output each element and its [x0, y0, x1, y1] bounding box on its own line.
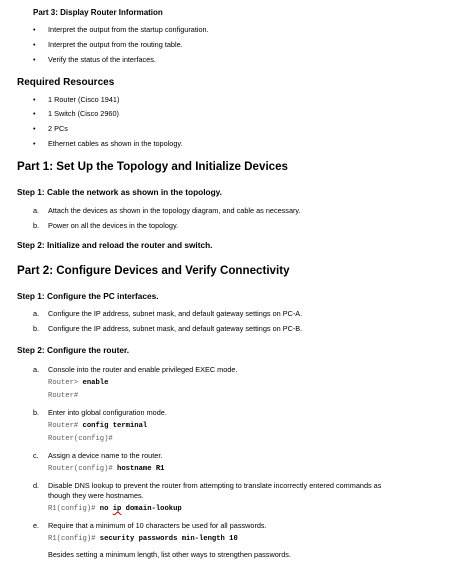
- required-resources-heading: Required Resources: [17, 77, 115, 88]
- code-line: [48, 535, 238, 543]
- item-label: c.: [33, 451, 39, 460]
- code-command: config terminal: [82, 422, 148, 430]
- part2-step2-e: Require that a minimum of 10 characters be used for all passwords.: [48, 521, 267, 530]
- item-label: b.: [33, 324, 40, 333]
- part2-step2-d-line1: Disable DNS lookup to prevent the router from attempting to translate incorrectly entered commands as: [48, 481, 382, 490]
- item-label: a.: [33, 309, 40, 318]
- resource-item: Ethernet cables as shown in the topology.: [48, 139, 183, 148]
- code-line: [48, 422, 147, 430]
- bullet-icon: •: [33, 25, 36, 34]
- item-label: d.: [33, 481, 40, 490]
- code-line: [48, 379, 108, 387]
- code-prompt: R1(config)#: [48, 535, 100, 543]
- part3-bullet: Verify the status of the interfaces.: [48, 55, 156, 64]
- bullet-icon: •: [33, 40, 36, 49]
- part1-step1-a: Attach the devices as shown in the topology diagram, and cable as necessary.: [48, 206, 301, 215]
- part2-step2-e-followup: Besides setting a minimum length, list other ways to strengthen passwords.: [48, 550, 291, 559]
- resource-item: 1 Router (Cisco 1941): [48, 95, 120, 104]
- part3-bullet: Interpret the output from the startup configuration.: [48, 25, 209, 34]
- resource-item: 2 PCs: [48, 124, 68, 133]
- bullet-icon: •: [33, 95, 36, 104]
- part1-step1-b: Power on all the devices in the topology.: [48, 221, 179, 230]
- part2-heading: Part 2: Configure Devices and Verify Connectivity: [17, 264, 290, 277]
- part2-step2-b: Enter into global configuration mode.: [48, 408, 167, 417]
- resource-item: 1 Switch (Cisco 2960): [48, 109, 119, 118]
- code-prompt: Router>: [48, 379, 83, 387]
- part2-step2-d-line2: though they were hostnames.: [48, 491, 144, 500]
- item-label: a.: [33, 206, 40, 215]
- bullet-icon: •: [33, 124, 36, 133]
- code-line: [48, 505, 182, 513]
- part3-bullet: Interpret the output from the routing table.: [48, 40, 183, 49]
- part2-step2-heading: Step 2: Configure the router.: [17, 345, 130, 355]
- code-command: no ip domain-lookup: [99, 505, 182, 513]
- bullet-icon: •: [33, 139, 36, 148]
- code-line: Router(config)#: [48, 435, 113, 443]
- spellcheck-word: ip: [112, 505, 122, 513]
- code-prompt: R1(config)#: [48, 505, 100, 513]
- code-command: hostname R1: [117, 465, 165, 473]
- part3-heading: Part 3: Display Router Information: [33, 8, 163, 17]
- part2-step2-c: Assign a device name to the router.: [48, 451, 163, 460]
- part2-step1-heading: Step 1: Configure the PC interfaces.: [17, 291, 159, 301]
- bullet-icon: •: [33, 109, 36, 118]
- code-line: [48, 465, 164, 473]
- part2-step2-a: Console into the router and enable privileged EXEC mode.: [48, 365, 238, 374]
- bullet-icon: •: [33, 55, 36, 64]
- item-label: a.: [33, 365, 40, 374]
- part1-heading: Part 1: Set Up the Topology and Initialize Devices: [17, 160, 289, 173]
- code-prompt: Router(config)#: [48, 465, 118, 473]
- code-line: Router#: [48, 392, 79, 400]
- part1-step2-heading: Step 2: Initialize and reload the router and switch.: [17, 240, 213, 250]
- item-label: b.: [33, 221, 40, 230]
- part2-step1-a: Configure the IP address, subnet mask, and default gateway settings on PC-A.: [48, 309, 303, 318]
- item-label: b.: [33, 408, 40, 417]
- code-prompt: Router#: [48, 422, 83, 430]
- code-command: security passwords min-length 10: [99, 535, 238, 543]
- part2-step1-b: Configure the IP address, subnet mask, and default gateway settings on PC-B.: [48, 324, 303, 333]
- part1-step1-heading: Step 1: Cable the network as shown in the topology.: [17, 187, 222, 197]
- code-command: enable: [82, 379, 109, 387]
- item-label: e.: [33, 521, 40, 530]
